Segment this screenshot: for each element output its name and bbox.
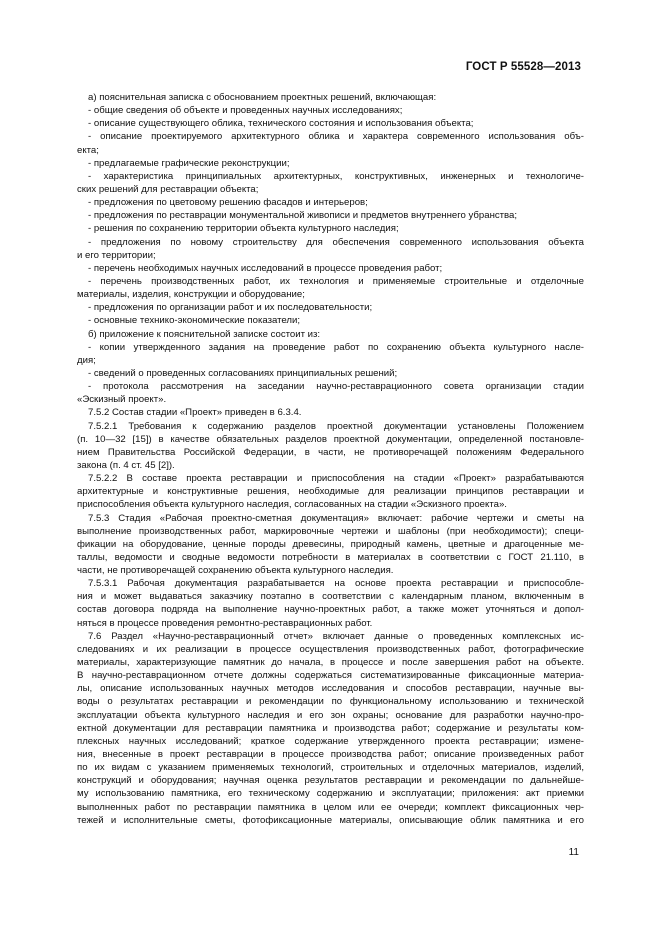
text-line: - предложения по цветовому решению фасадов и интерьеров;: [88, 197, 368, 209]
text-line: состав договора подряда на выполнение научно-проектных работ, а также может уточняться и допол-: [77, 604, 584, 616]
text-line: - перечень производственных работ, их технология и применяемые строительные и отделочные: [88, 275, 584, 287]
text-line: конструкций и оборудования; научная оценка результатов реставрации и рекомендации по дальнейше-: [77, 775, 584, 787]
text-line: 7.5.3 Стадия «Рабочая проектно-сметная документация» включает: рабочие чертежи и сметы на: [88, 512, 584, 524]
text-line: части, не противоречащей сохранению объекта культурного наследия.: [77, 565, 394, 577]
text-line: - копии утвержденного задания на проведение работ по сохранению объекта культурного насле-: [88, 341, 584, 353]
text-line: - протокола рассмотрения на заседании научно-реставрационного совета организации стадии: [88, 381, 584, 393]
text-line: лы, описание использованных научных методов исследования и способов реставрации, научные вы-: [77, 683, 584, 695]
text-line: фикации на оборудование, ценные породы древесины, природный камень, цветные и драгоценные ме-: [77, 538, 584, 550]
text-line: по их видам с указанием применяемых технологий, строительных и отделочных материалов, изделий,: [77, 762, 584, 774]
text-line: 7.5.2.2 В составе проекта реставрации и приспособления на стадии «Проект» разрабатываются: [88, 473, 584, 485]
text-line: плексных научных исследований; краткое содержание утвержденного проекта реставрации; измене-: [77, 735, 584, 747]
text-line: ния, внесенные в проект реставрации в процессе производства работ; описание произведенных работ: [77, 749, 584, 761]
text-line: - предложения по новому строительству для обеспечения современного использования объекта: [88, 236, 584, 248]
text-line: а) пояснительная записка с обоснованием проектных решений, включающая:: [88, 92, 437, 103]
text-line: приспособления объекта культурного наследия, согласованных на стадии «Эскизного проекта».: [77, 499, 507, 511]
text-line: ектной документации для реставрации памятника и производства работ; содержание и результаты ком-: [77, 722, 584, 734]
text-line: дия;: [77, 354, 96, 366]
text-line: ния и может выдаваться заказчику поэтапно в соответствии с календарным планом, включенным в: [77, 591, 584, 603]
text-line: 7.5.2.1 Требования к содержанию разделов проектной документации установлены Положением: [88, 420, 584, 432]
text-line: 7.5.2 Состав стадии «Проект» приведен в 6.3.4.: [88, 407, 302, 419]
text-line: эксплуатации объекта культурного наследия и его зон охраны; основание для разработки научно-про-: [77, 709, 584, 721]
text-line: выполнение производственных работ, маркировочные чертежи и шаблоны (при необходимости); специ-: [77, 525, 584, 537]
text-line: екта;: [77, 144, 99, 156]
standard-header: ГОСТ Р 55528—2013: [465, 61, 581, 73]
text-line: б) приложение к пояснительной записке состоит из:: [88, 328, 321, 340]
text-line: архитектурные и конструктивные решения, необходимые для реализации принципов реставрации и: [77, 486, 584, 498]
text-line: «Эскизный проект».: [77, 394, 167, 406]
text-line: воды о результатах реставрации и рекомендации по функциональному использованию и технической: [77, 696, 584, 708]
text-line: - описание проектируемого архитектурного облика и характера современного использования объ-: [88, 131, 584, 143]
text-line: ских решений для реставрации объекта;: [77, 183, 259, 195]
text-line: няться в процессе проведения ремонтно-реставрационных работ.: [77, 617, 373, 629]
text-line: - общие сведения об объекте и проведенных научных исследованиях;: [88, 105, 403, 117]
text-line: тежей и исполнительные сметы, фотофиксационные материалы, описывающие облик памятника и его: [77, 814, 584, 826]
text-line: (п. 10—32 [15]) в качестве обязательных разделов проектной документации, определенной постановле-: [77, 433, 584, 445]
text-line: закона (п. 4 ст. 45 [2]).: [77, 459, 175, 471]
text-line: нием Правительства Российской Федерации, в части, не противоречащей положениям Федерального: [77, 446, 584, 458]
text-line: - предлагаемые графические реконструкции;: [88, 157, 290, 169]
text-line: таллы, ведомости и сводные ведомости потребности в материалах в соответствии с ГОСТ 21.110, в: [77, 551, 584, 563]
text-line: материалы, характеризующие памятник до начала, в процессе и после завершения работ на объекте.: [77, 657, 584, 669]
body-text: [74, 91, 584, 827]
text-line: - основные технико-экономические показатели;: [88, 315, 301, 327]
page-number: 11: [568, 847, 579, 858]
text-line: му использованию памятника, его техническому содержанию и эксплуатации; приложения: акт приемки: [77, 788, 584, 800]
text-line: материалы, изделия, конструкции и оборудование;: [77, 289, 305, 301]
text-line: - предложения по реставрации монументальной живописи и предметов внутреннего убранства;: [88, 210, 518, 222]
text-line: - описание существующего облика, технического состояния и использования объекта;: [88, 118, 474, 130]
text-line: следованиях и их реализации в процессе осуществления производственных работ, фотографические: [77, 643, 584, 655]
text-line: В научно-реставрационном отчете должны содержаться систематизированные фиксационные материа-: [77, 670, 584, 682]
text-line: 7.6 Раздел «Научно-реставрационный отчет» включает данные о проведенных комплексных ис-: [88, 630, 584, 642]
text-line: выполненных работ по реставрации памятника в целом или ее очереди; комплект фиксационных чер-: [77, 801, 584, 813]
text-line: - сведений о проведенных согласованиях принципиальных решений;: [88, 367, 398, 379]
text-line: 7.5.3.1 Рабочая документация разрабатывается на основе проекта реставрации и приспособле-: [88, 578, 584, 590]
text-line: и его территории;: [77, 249, 156, 261]
text-line: - решения по сохранению территории объекта культурного наследия;: [88, 223, 399, 235]
text-line: - предложения по организации работ и их последовательности;: [88, 302, 373, 314]
text-line: - перечень необходимых научных исследований в процессе проведения работ;: [88, 262, 443, 274]
text-line: - характеристика принципиальных архитектурных, конструктивных, инженерных и технологиче-: [88, 170, 584, 182]
